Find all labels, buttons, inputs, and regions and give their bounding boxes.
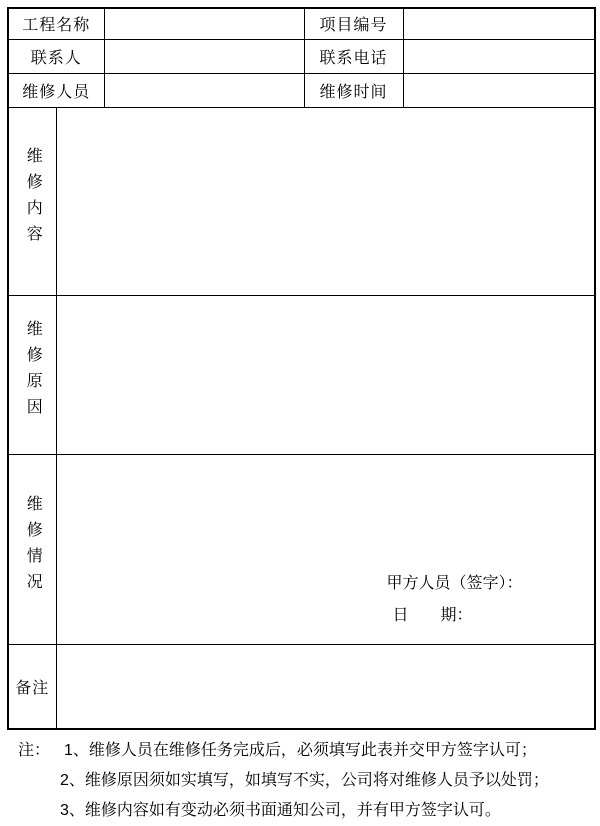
project-name-label: 工程名称 <box>8 8 104 39</box>
contact-phone-field[interactable] <box>403 39 595 73</box>
table-row <box>8 39 595 73</box>
repair-reason-label <box>8 295 56 454</box>
repair-status-label <box>8 454 56 644</box>
note-label: 注： <box>18 742 51 759</box>
note-item-2: 2、维修原因须如实填写，如填写不实，公司将对维修人员予以处罚； <box>60 772 549 789</box>
note-line-1 <box>18 736 588 766</box>
party-a-signature-label: 甲方人员（签字）： <box>386 574 523 592</box>
note-item-1: 1、维修人员在维修任务完成后，必须填写此表并交甲方签字认可； <box>64 742 537 759</box>
table-row <box>8 454 595 644</box>
table-row <box>8 73 595 107</box>
repair-reason-field[interactable] <box>56 295 595 454</box>
signature-block <box>387 574 523 626</box>
table-row <box>8 644 595 729</box>
repair-staff-label: 维修人员 <box>8 73 104 107</box>
project-name-field[interactable] <box>104 8 304 39</box>
remarks-field[interactable] <box>56 644 595 729</box>
project-code-field[interactable] <box>403 8 595 39</box>
repair-reason-label-text: 维修原因 <box>24 320 42 424</box>
contact-person-field[interactable] <box>104 39 304 73</box>
date-label: 日 期： <box>392 606 473 624</box>
table-row <box>8 8 595 39</box>
contact-person-label: 联系人 <box>8 39 104 73</box>
repair-content-label <box>8 107 56 295</box>
repair-time-label: 维修时间 <box>304 73 403 107</box>
repair-staff-field[interactable] <box>104 73 304 107</box>
table-row <box>8 295 595 454</box>
note-item-3: 3、维修内容如有变动必须书面通知公司，并有甲方签字认可。 <box>60 802 501 819</box>
contact-phone-label: 联系电话 <box>304 39 403 73</box>
repair-status-label-text: 维修情况 <box>24 494 42 599</box>
table-row <box>8 107 595 295</box>
footer-notes <box>18 736 588 826</box>
repair-content-label-text: 维修内容 <box>24 146 42 251</box>
repair-time-field[interactable] <box>403 73 595 107</box>
project-code-label: 项目编号 <box>304 8 403 39</box>
repair-content-field[interactable] <box>56 107 595 295</box>
repair-form-table <box>7 7 596 730</box>
remarks-label: 备注 <box>8 644 56 729</box>
repair-status-field[interactable] <box>56 454 595 644</box>
